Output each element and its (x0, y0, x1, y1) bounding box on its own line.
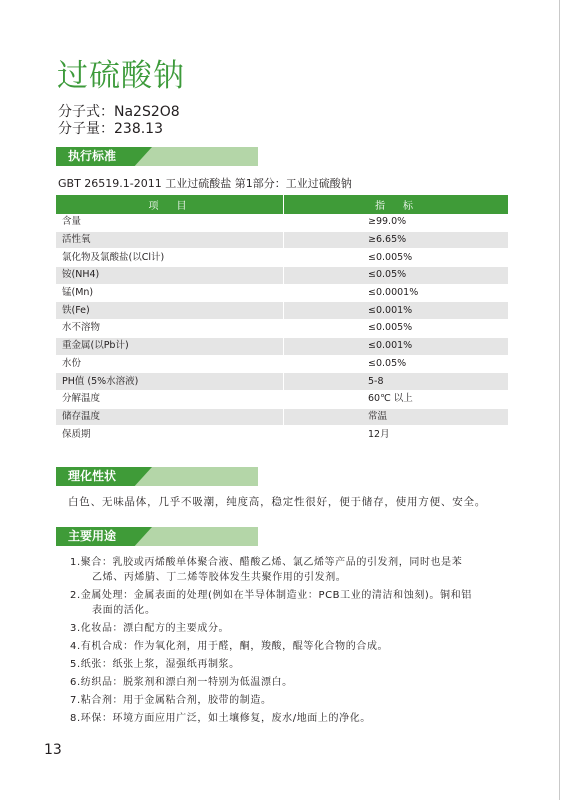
table-row (56, 320, 508, 338)
table-row (56, 337, 508, 355)
list-item-line: 3.化妆品：漂白配方的主要成分。 (70, 623, 230, 634)
list-item-line: 1.聚合：乳胶或丙烯酸单体聚合液、醋酸乙烯、氯乙烯等产品的引发剂，同时也是苯 (70, 557, 463, 568)
table-cell-value: ≥6.65% (284, 231, 509, 249)
table-cell-value: ≤0.05% (284, 355, 509, 373)
table-cell-value: 5-8 (284, 373, 509, 391)
table-row (56, 302, 508, 320)
table-cell-item: 锰(Mn) (56, 284, 284, 302)
list-item-line: 5.纸张：纸张上浆，湿强纸再制浆。 (70, 659, 240, 670)
table-cell-value: ≤0.001% (284, 337, 509, 355)
list-item (70, 639, 510, 654)
standard-reference: GBT 26519.1-2011 工业过硫酸盐 第1部分：工业过硫酸钠 (58, 177, 352, 190)
table-cell-item: 含量 (56, 214, 284, 231)
section-header-label: 主要用途 (68, 529, 117, 543)
table-cell-item: 分解温度 (56, 390, 284, 408)
table-row (56, 284, 508, 302)
table-cell-item: 水不溶物 (56, 320, 284, 338)
table-row (56, 426, 508, 444)
table-cell-value: ≤0.001% (284, 302, 509, 320)
table-cell-item: 铁(Fe) (56, 302, 284, 320)
molecular-formula: 分子式：Na2S2O8 (58, 104, 180, 120)
section-header-label: 理化性状 (68, 469, 117, 483)
list-item (70, 555, 510, 585)
table-row (56, 373, 508, 391)
table-header-row (56, 195, 508, 214)
table-cell-value: 常温 (284, 408, 509, 426)
table-row (56, 408, 508, 426)
uses-list (70, 555, 510, 729)
table-row (56, 267, 508, 285)
list-item (70, 588, 510, 618)
list-item (70, 711, 510, 726)
table-cell-value: ≤0.05% (284, 267, 509, 285)
list-item-continuation: 乙烯、丙烯腈、丁二烯等胶体发生共聚作用的引发剂。 (92, 572, 347, 583)
list-item-line: 2.金属处理：金属表面的处理(例如在半导体制造业：PCB工业的清洁和蚀刻)。铜和铝 (70, 590, 472, 601)
table-cell-value: 12月 (284, 426, 509, 444)
table-cell-item: 氯化物及氯酸盐(以Cl计) (56, 249, 284, 267)
list-item-line: 6.纺织品：脱浆剂和漂白剂一特别为低温漂白。 (70, 677, 293, 688)
table-row (56, 249, 508, 267)
table-cell-item: 水份 (56, 355, 284, 373)
section-header-properties (56, 467, 258, 486)
molecular-weight: 分子量：238.13 (58, 121, 163, 137)
page-number: 13 (44, 742, 62, 758)
table-cell-value: ≥99.0% (284, 214, 509, 231)
table-row (56, 231, 508, 249)
list-item (70, 675, 510, 690)
table-cell-item: 活性氧 (56, 231, 284, 249)
list-item-line: 8.环保：环境方面应用广泛，如土壤修复，废水/地面上的净化。 (70, 713, 371, 724)
table-cell-item: PH值 (5%水溶液) (56, 373, 284, 391)
section-header-label: 执行标准 (68, 149, 117, 163)
list-item (70, 657, 510, 672)
list-item-continuation: 表面的活化。 (92, 605, 156, 616)
table-cell-value: 60℃ 以上 (284, 390, 509, 408)
table-row (56, 390, 508, 408)
list-item (70, 621, 510, 636)
list-item-line: 7.粘合剂：用于金属粘合剂，胶带的制造。 (70, 695, 272, 706)
page-title: 过硫酸钠 (57, 58, 185, 94)
table-body (56, 214, 508, 443)
table-cell-item: 保质期 (56, 426, 284, 444)
section-header-standard (56, 147, 258, 166)
list-item-line: 4.有机合成：作为氧化剂，用于醛，酮，羧酸，醌等化合物的合成。 (70, 641, 389, 652)
properties-text: 白色、无味晶体，几乎不吸潮，纯度高，稳定性很好，便于储存，使用方便、安全。 (68, 496, 487, 508)
table-header-spec: 指 标 (284, 195, 509, 214)
table-cell-value: ≤0.005% (284, 320, 509, 338)
page-edge-line (559, 0, 560, 800)
table-cell-item: 重金属(以Pb计) (56, 337, 284, 355)
table-header-item: 项 目 (56, 195, 284, 214)
table-cell-item: 储存温度 (56, 408, 284, 426)
list-item (70, 693, 510, 708)
table-cell-item: 铵(NH4) (56, 267, 284, 285)
table-row (56, 214, 508, 231)
table-cell-value: ≤0.005% (284, 249, 509, 267)
table-cell-value: ≤0.0001% (284, 284, 509, 302)
table-row (56, 355, 508, 373)
section-header-uses (56, 527, 258, 546)
spec-table (56, 195, 508, 444)
